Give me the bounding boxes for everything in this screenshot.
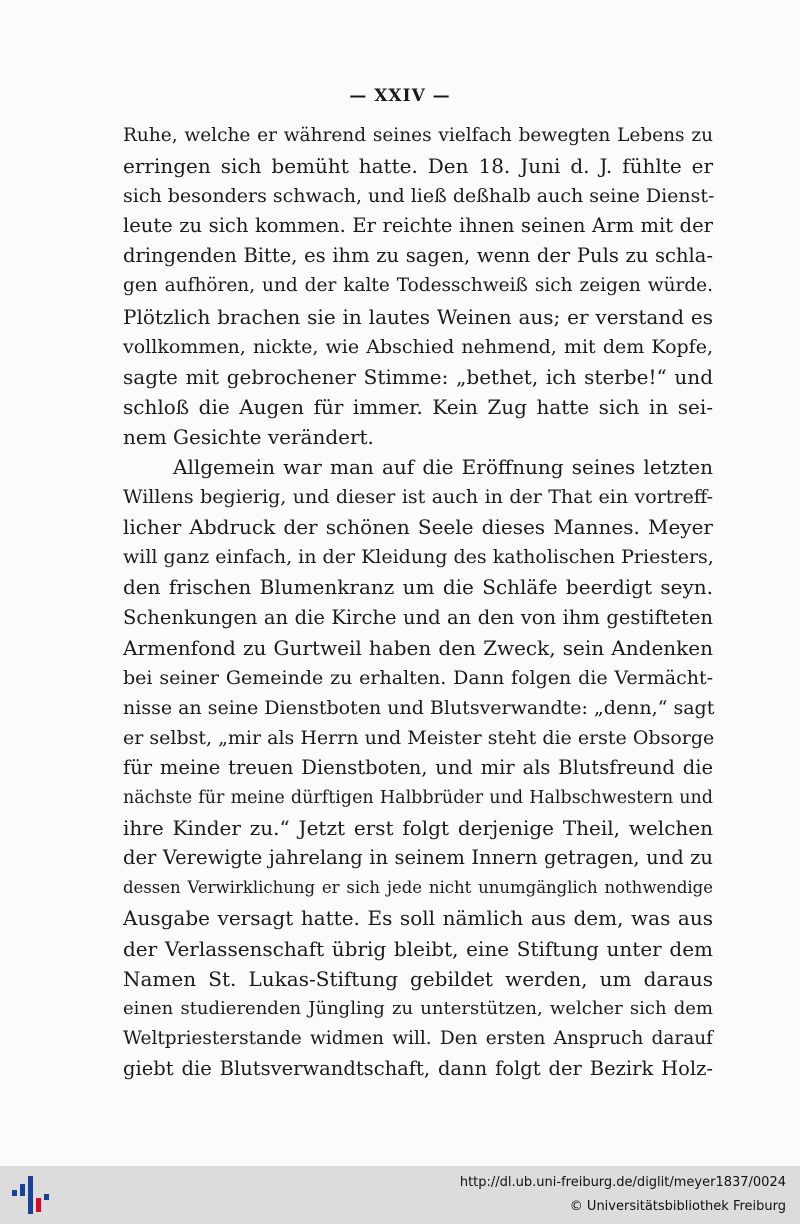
text-line: erringen sich bemüht hatte. Den 18. Juni d. J. fühlte er: [123, 154, 713, 179]
text-line: der Verewigte jahrelang in seinem Innern getragen, und zu: [123, 846, 713, 870]
text-line: er selbst, „mir als Herrn und Meister steht die erste Obsorge: [123, 726, 715, 749]
text-line: bei seiner Gemeinde zu erhalten. Dann folgen die Vermächt-: [123, 666, 713, 689]
text-line: Ruhe, welche er während seines vielfach bewegten Lebens zu: [123, 125, 713, 146]
text-line: Allgemein war man auf die Eröffnung seines letzten: [173, 455, 713, 480]
page-number: — XXIV —: [349, 86, 451, 106]
text-line: den frischen Blumenkranz um die Schläfe beerdigt seyn.: [123, 575, 713, 600]
text-line: für meine treuen Dienstboten, und mir als Blutsfreund die: [123, 755, 713, 779]
permalink-url[interactable]: http://dl.ub.uni-freiburg.de/diglit/meyer1837/0024: [459, 1175, 786, 1190]
body-text: [123, 121, 713, 1084]
copyright-notice: © Universitätsbibliothek Freiburg: [569, 1199, 786, 1214]
text-line: Willens begierig, und dieser ist auch in der That ein vortreff-: [123, 486, 713, 509]
ub-freiburg-logo-icon: [10, 1174, 50, 1216]
text-line: dringenden Bitte, es ihm zu sagen, wenn der Puls zu schla-: [123, 244, 713, 268]
text-line: Weltpriesterstande widmen will. Den ersten Anspruch darauf: [123, 1027, 713, 1049]
text-line: Ausgabe versagt hatte. Es soll nämlich aus dem, was aus: [123, 906, 713, 931]
text-line: der Verlassenschaft übrig bleibt, eine Stiftung unter dem: [123, 936, 713, 961]
text-line: sich besonders schwach, und ließ deßhalb auch seine Dienst-: [123, 185, 715, 208]
text-line: Schenkungen an die Kirche und an den von ihm gestifteten: [123, 605, 713, 629]
text-line: leute zu sich kommen. Er reichte ihnen seinen Arm mit der: [123, 214, 713, 238]
text-line: giebt die Blutsverwandtschaft, dann folgt der Bezirk Holz-: [123, 1056, 713, 1080]
text-line: dessen Verwirklichung er sich jede nicht unumgänglich nothwendige: [123, 878, 713, 898]
text-line: einen studierenden Jüngling zu unterstützen, welcher sich dem: [123, 997, 713, 1019]
logo-graphic: [10, 1174, 50, 1216]
text-line: Armenfond zu Gurtweil haben den Zweck, sein Andenken: [123, 635, 713, 660]
text-line: nisse an seine Dienstboten und Blutsverwandte: „denn,“ sagt: [123, 696, 715, 719]
text-line: nem Gesichte verändert.: [123, 424, 374, 449]
text-line: will ganz einfach, in der Kleidung des katholischen Priesters,: [123, 546, 714, 569]
text-line: sagte mit gebrochener Stimme: „bethet, ich sterbe!“ und: [123, 364, 713, 389]
text-line: gen aufhören, und der kalte Todesschweiß sich zeigen würde.: [123, 275, 713, 297]
text-line: ihre Kinder zu.“ Jetzt erst folgt derjenige Theil, welchen: [123, 816, 713, 841]
text-line: Plötzlich brachen sie in lautes Weinen aus; er verstand es: [123, 304, 713, 329]
text-line: vollkommen, nickte, wie Abschied nehmend, mit dem Kopfe,: [123, 335, 713, 358]
text-line: nächste für meine dürftigen Halbbrüder und Halbschwestern und: [123, 788, 713, 809]
text-line: licher Abdruck der schönen Seele dieses Mannes. Meyer: [123, 515, 713, 540]
viewer-footer: [0, 1166, 800, 1224]
text-line: schloß die Augen für immer. Kein Zug hatte sich in sei-: [123, 394, 713, 419]
text-line: Namen St. Lukas-Stiftung gebildet werden, um daraus: [123, 966, 713, 991]
